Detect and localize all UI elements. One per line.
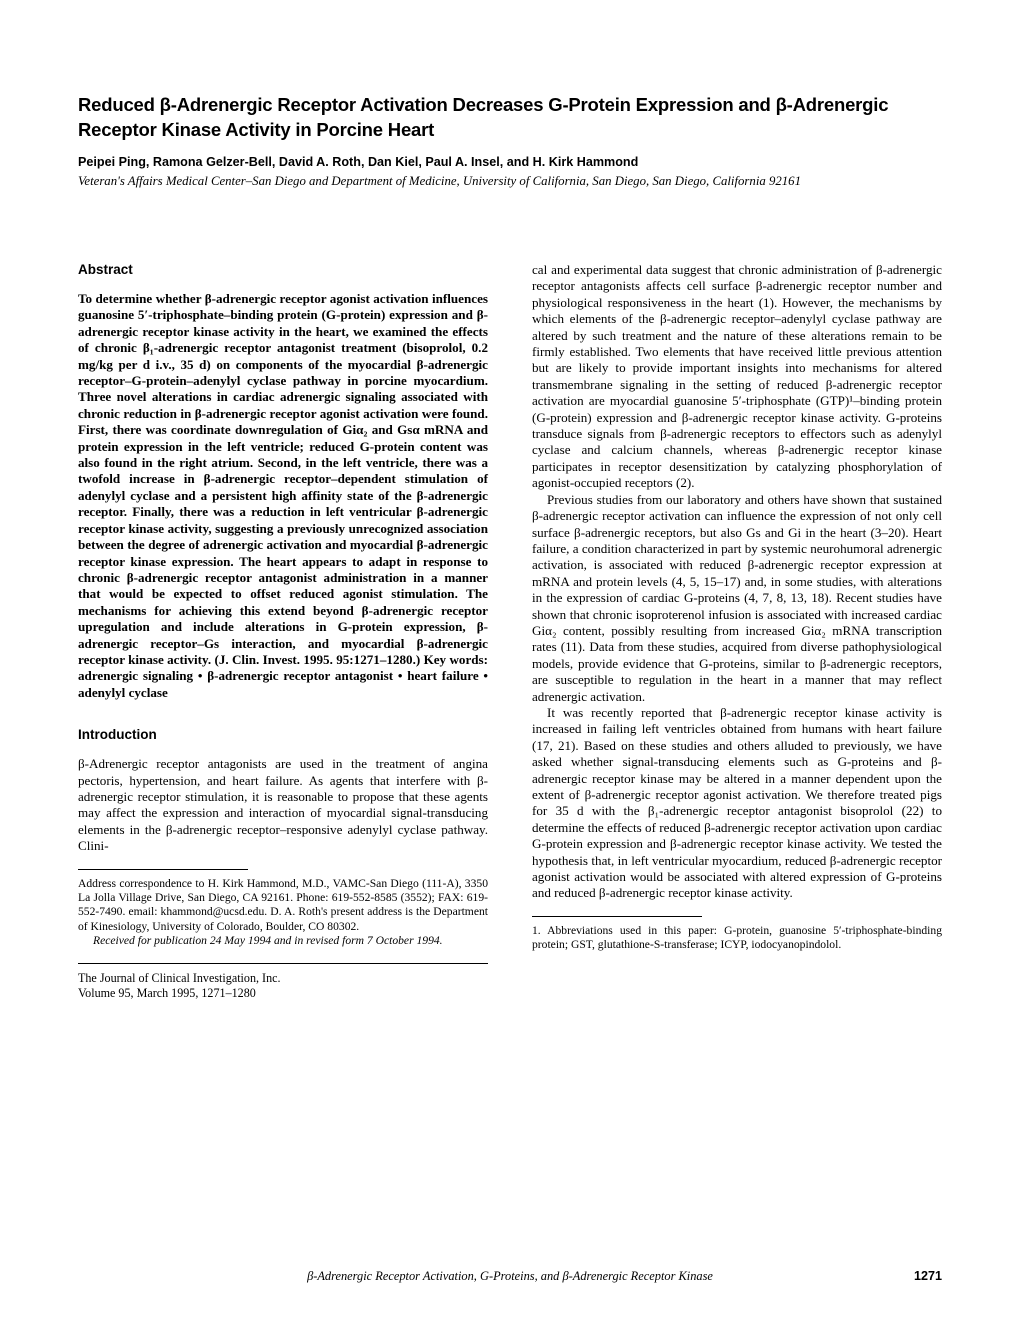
abstract-text: To determine whether β-adrenergic receptor agonist activation influences guanosine 5′-triphosphate–binding protein (G-protein) expression and β-adrenergic receptor kinase activity in the heart, we examined the effects of chronic β₁-adrenergic receptor antagonist treatment (bisoprolol, 0.2 mg/kg per d i.v., 35 d) on components of the myocardial β-adrenergic receptor–G-protein–adenylyl cyclase pathway in porcine myocardium. Three novel alterations in cardiac adrenergic signaling associated with chronic reduction in β-adrenergic receptor agonist activation were found. First, there was coordinate downregulation of Giα₂ and Gsα mRNA and protein expression in the left ventricle; reduced G-protein content was also found in the right atrium. Second, in the left ventricle, there was a twofold increase in β-adrenergic receptor–dependent stimulation of adenylyl cyclase and a persistent high affinity state of the β-adrenergic receptor. Finally, there was a reduction in left ventricular β-adrenergic receptor kinase activity, suggesting a previously unrecognized association between the degree of adrenergic activation and myocardial β-adrenergic receptor kinase expression. The heart appears to adapt in response to chronic β-adrenergic receptor antagonist administration in a manner that would be expected to offset reduced agonist stimulation. The mechanisms for achieving this extend beyond β-adrenergic receptor upregulation and include alterations in G-protein expression, β-adrenergic receptor–Gs interaction, and myocardial β-adrenergic receptor kinase activity. (J. Clin. Invest. 1995. 95:1271–1280.) Key words: adrenergic signaling • β-adrenergic receptor antagonist • heart failure • adenylyl cyclase — [78, 291, 488, 700]
page-footer — [78, 1269, 942, 1284]
left-column — [78, 262, 488, 1002]
running-title: β-Adrenergic Receptor Activation, G-Proteins, and β-Adrenergic Receptor Kinase — [307, 1269, 713, 1283]
journal-name: The Journal of Clinical Investigation, Inc. — [78, 970, 281, 985]
footnote-divider — [78, 869, 248, 870]
abbreviations-footnote: 1. Abbreviations used in this paper: G-protein, guanosine 5′-triphosphate-binding protein; GST, glutathione-S-transferase; ICYP, iodocyanopindolol. — [532, 923, 942, 952]
author-list: Peipei Ping, Ramona Gelzer-Bell, David A. Roth, Dan Kiel, Paul A. Insel, and H. Kirk Hammond — [78, 155, 639, 169]
intro-paragraph-continued: cal and experimental data suggest that chronic administration of β-adrenergic receptor antagonists affects cell surface β-adrenergic receptor number and physiological responsiveness in the heart (1). However, the mechanisms by which elements of the β-adrenergic receptor–adenylyl cyclase pathway are altered by such treatment and the nature of these alterations remain to be firmly established. Two elements that have received little previous attention but are likely to provide important insights into mechanisms for altered transmembrane signaling in the setting of reduced β-adrenergic receptor activation are myocardial guanosine 5′-triphosphate (GTP)¹–binding protein (G-protein) expression and β-adrenergic receptor kinase activity. G-proteins transduce signals from β-adrenergic receptors to effectors such as adenylyl cyclase and calcium channels, whereas β-adrenergic receptor kinase participates in receptor desensitization by catalyzing phosphorylation of agonist-occupied receptors (2). — [532, 262, 942, 491]
journal-volume: Volume 95, March 1995, 1271–1280 — [78, 986, 256, 1001]
received-note: Received for publication 24 May 1994 and in revised form 7 October 1994. — [93, 934, 443, 948]
introduction-heading: Introduction — [78, 727, 157, 743]
affiliation: Veteran's Affairs Medical Center–San Diego and Department of Medicine, University of California, San Diego, San Diego, California 92161 — [78, 174, 801, 188]
article-header — [78, 92, 942, 190]
page-number: 1271 — [913, 1269, 942, 1283]
intro-paragraph-3: It was recently reported that β-adrenergic receptor kinase activity is increased in failing left ventricles obtained from humans with heart failure (17, 21). Based on these studies and others alluded to previously, we have asked whether signal-transducing elements such as G-proteins and β-adrenergic receptor kinase may be altered in a manner dependent upon the extent of β-adrenergic receptor agonist activation. We therefore treated pigs for 35 d with the β₁-adrenergic receptor antagonist bisoprolol (22) to determine the effects of reduced β-adrenergic receptor activation upon cardiac G-protein expression and β-adrenergic receptor kinase activity. We tested the hypothesis that, in left ventricular myocardium, reduced β-adrenergic receptor agonist activation would be associated with altered expression of G-proteins and reduced β-adrenergic receptor kinase activity. — [532, 704, 942, 901]
intro-paragraph-2: Previous studies from our laboratory and others have shown that sustained β-adrenergic receptor activation can influence the expression of not only cell surface β-adrenergic receptors, but also Gs and Gi in the heart (3–20). Heart failure, a condition characterized in part by systemic neurohumoral adrenergic activation, is associated with reduced β-adrenergic receptor expression at mRNA and protein levels (4, 5, 15–17) and, in some studies, with alterations in the expression of cardiac G-proteins (4, 7, 8, 13, 18). Recent studies have shown that chronic isoproterenol infusion is associated with increased cardiac Giα₂ content, possibly resulting from increased Giα₂ mRNA transcription rates (11). Data from these studies, acquired from diverse pathophysiological models, provide evidence that G-proteins, similar to β-adrenergic receptors, are susceptible to regulation in the heart in a manner that may reflect adrenergic activation. — [532, 491, 942, 704]
abbreviations-divider — [532, 916, 702, 917]
journal-divider — [78, 963, 488, 964]
introduction-paragraph-1: β-Adrenergic receptor antagonists are used in the treatment of angina pectoris, hypertension, and heart failure. As agents that interfere with β-adrenergic receptor stimulation, it is reasonable to propose that these agents may affect the expression and interaction of myocardial signal-transducing elements in the β-adrenergic receptor–responsive adenylyl cyclase pathway. Clini- — [78, 756, 488, 854]
correspondence-note: Address correspondence to H. Kirk Hammond, M.D., VAMC-San Diego (111-A), 3350 La Jolla Village Drive, San Diego, CA 92161. Phone: 619-552-8585 (3552); FAX: 619-552-7490. email: khammond@ucsd.edu. D. A. Roth's present address is the Department of Kinesiology, University of Colorado, Boulder, CO 80302. — [78, 876, 488, 933]
page-title: Reduced β-Adrenergic Receptor Activation Decreases G-Protein Expression and β-Adrenergic Receptor Kinase Activity in Porcine Heart — [78, 94, 889, 140]
abstract-heading: Abstract — [78, 262, 133, 277]
body-columns — [78, 262, 942, 1002]
right-column — [532, 262, 942, 1002]
